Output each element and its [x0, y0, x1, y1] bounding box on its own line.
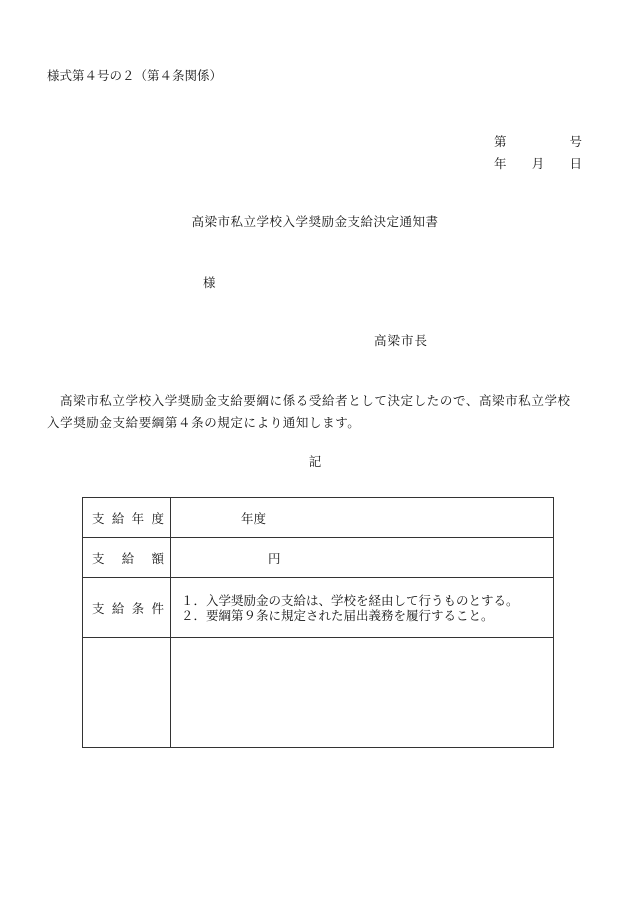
- label-char: 件: [151, 600, 164, 616]
- row-label-conditions: [83, 578, 171, 638]
- label-char: 給: [111, 510, 125, 526]
- ki-heading: 記: [308, 454, 322, 469]
- empty-value-cell: [171, 638, 554, 748]
- condition-item: ２．要綱第９条に規定された届出義務を履行すること。: [181, 607, 494, 623]
- condition-item: １．入学奨励金の支給は、学校を経由して行うものとする。: [181, 592, 519, 608]
- body-paragraph: 高梁市私立学校入学奨励金支給要綱に係る受給者として決定したので、高梁市私立学校入学奨励金支給要綱第４条の規定により通知します。: [47, 393, 571, 430]
- date-year: 年: [494, 156, 507, 171]
- document-title: 高梁市私立学校入学奨励金支給決定通知書: [191, 214, 439, 229]
- row-label-amount: [83, 538, 171, 578]
- fiscal-year-unit: 年度: [241, 510, 267, 526]
- table-row: [83, 578, 554, 638]
- date-day: 日: [569, 156, 582, 171]
- label-char: 給: [121, 550, 135, 566]
- payment-details-table: [82, 497, 554, 748]
- date-month: 月: [531, 156, 545, 171]
- amount-unit: 円: [268, 550, 281, 566]
- label-char: 年: [131, 510, 145, 526]
- document-number-line: [494, 132, 582, 150]
- label-char: 支: [92, 600, 105, 616]
- label-char: 給: [111, 600, 125, 616]
- form-number: 様式第４号の２（第４条関係）: [47, 68, 223, 83]
- doc-number-suffix: 号: [569, 134, 582, 149]
- document-date-line: [494, 154, 582, 172]
- doc-number-prefix: 第: [494, 134, 507, 149]
- table-row: [83, 638, 554, 748]
- empty-label-cell: [83, 638, 171, 748]
- addressee-honorific: 様: [203, 275, 216, 290]
- conditions-value-cell: [171, 578, 554, 638]
- amount-value-cell: [171, 538, 554, 578]
- label-char: 度: [151, 510, 164, 526]
- label-char: 額: [151, 550, 164, 566]
- label-char: 支: [92, 550, 105, 566]
- label-char: 支: [92, 510, 105, 526]
- table-row: [83, 538, 554, 578]
- table-row: [83, 498, 554, 538]
- label-char: 条: [131, 600, 145, 616]
- sender-name: 高梁市長: [374, 333, 429, 348]
- row-label-fiscal-year: [83, 498, 171, 538]
- fiscal-year-value-cell: [171, 498, 554, 538]
